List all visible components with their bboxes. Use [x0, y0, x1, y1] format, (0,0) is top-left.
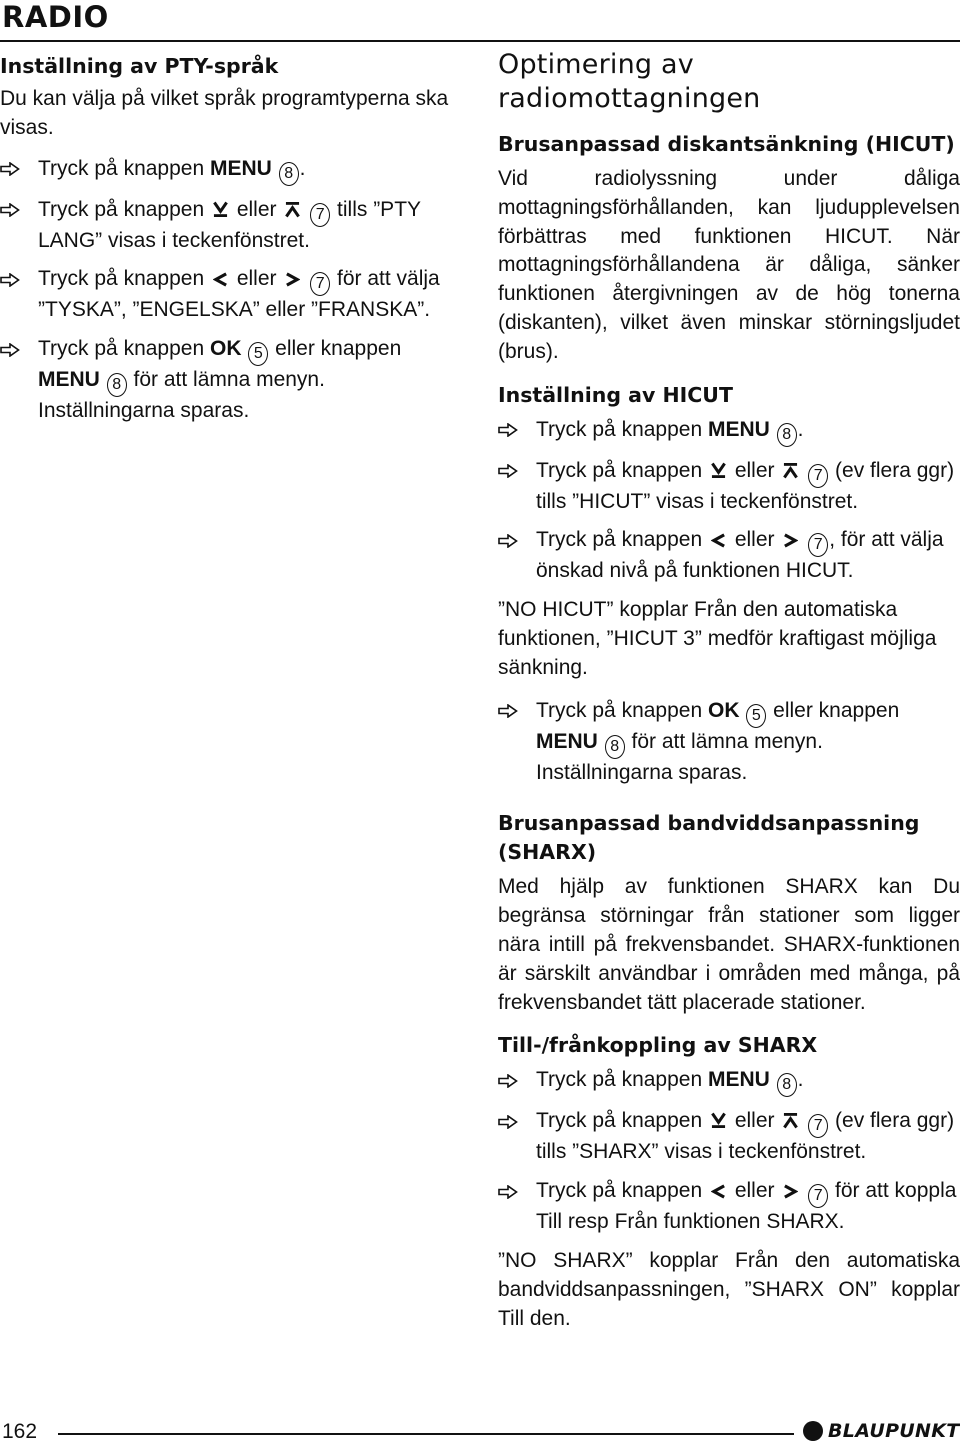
- button-number-badge: 7: [808, 1184, 828, 1208]
- button-number-badge: 7: [808, 464, 828, 488]
- left-button-icon: [711, 533, 726, 548]
- button-number-badge: 8: [777, 1073, 797, 1097]
- step-item: Tryck på knappen OK 5 eller knappen MENU 8 för att lämna menyn. Inställningarna sparas.: [0, 335, 466, 426]
- right-column: [498, 48, 960, 1347]
- right-button-icon: [285, 272, 300, 287]
- sharx-note: ”NO SHARX” kopplar Från den automatiska bandviddsanpassningen, ”SHARX ON” kopplar Till den.: [498, 1248, 960, 1330]
- arrow-bullet-icon: [498, 526, 518, 555]
- button-number-badge: 7: [310, 203, 330, 227]
- pty-language-intro: Du kan välja på vilket språk programtyperna ska visas.: [0, 87, 449, 139]
- button-number-badge: 5: [248, 342, 268, 366]
- left-button-icon: [711, 1184, 726, 1199]
- arrow-bullet-icon: [0, 196, 20, 225]
- arrow-bullet-icon: [498, 697, 518, 726]
- hicut-heading: Brusanpassad diskantsänkning (HICUT): [498, 132, 955, 156]
- ok-key-label: OK: [707, 698, 740, 722]
- arrow-bullet-icon: [0, 265, 20, 294]
- step-item: Tryck på knappen MENU 8 .: [0, 155, 466, 186]
- arrow-bullet-icon: [498, 1107, 518, 1136]
- menu-key-label: MENU: [536, 729, 598, 753]
- menu-key-label: MENU: [209, 156, 272, 180]
- left-button-icon: [213, 272, 228, 287]
- down-button-icon: [213, 201, 228, 218]
- step-item: Tryck på knappen eller 7 för att välja ”TYSKA”, ”ENGELSKA” eller ”FRANSKA”.: [0, 265, 466, 325]
- menu-key-label: MENU: [707, 1068, 770, 1092]
- sharx-heading: Brusanpassad bandviddsanpassning (SHARX): [498, 811, 920, 865]
- step-item: Tryck på knappen MENU 8 .: [498, 416, 960, 447]
- up-button-icon: [783, 1112, 798, 1129]
- up-button-icon: [285, 201, 300, 218]
- brand-dot-icon: [803, 1421, 823, 1441]
- arrow-bullet-icon: [0, 155, 20, 184]
- button-number-badge: 8: [605, 735, 625, 759]
- step-item: Tryck på knappen eller 7 , för att välja önskad nivå på funktionen HICUT.: [498, 526, 960, 586]
- section-title: Optimering av radiomottagningen: [498, 49, 761, 114]
- brand-name: BLAUPUNKT: [828, 1420, 960, 1442]
- down-button-icon: [711, 462, 726, 479]
- menu-key-label: MENU: [707, 417, 770, 441]
- arrow-bullet-icon: [498, 416, 518, 445]
- sharx-intro: Med hjälp av funktionen SHARX kan Du begränsa störningar från stationer som ligger nära intill på frekvensbandet. SHARX-funktionen är särskilt användbar i områden med många, på frekvensbandet tätt placerade stationer.: [498, 875, 960, 1014]
- step-item: Tryck på knappen eller 7 för att koppla Till resp Från funktionen SHARX.: [498, 1177, 960, 1237]
- sharx-toggle-heading: Till-/frånkoppling av SHARX: [498, 1033, 818, 1058]
- hicut-intro: Vid radiolyssning under dåliga mottagningsförhållanden, kan ljudupplevelsen förbättras med funktionen HICUT. När mottagningsförhållandena är dåliga, sänker funktionen återgivningen av de hög tonerna (diskanten), vilket även minskar störningsljudet (brus).: [498, 167, 960, 363]
- arrow-bullet-icon: [498, 1177, 518, 1206]
- arrow-bullet-icon: [498, 1066, 518, 1095]
- right-button-icon: [783, 1184, 798, 1199]
- page-header: [0, 0, 960, 42]
- right-button-icon: [783, 533, 798, 548]
- step-item: Tryck på knappen eller 7 tills ”PTY LANG” visas i teckenfönstret.: [0, 196, 466, 256]
- page-title: RADIO: [2, 0, 109, 34]
- button-number-badge: 7: [310, 272, 330, 296]
- button-number-badge: 8: [279, 162, 299, 186]
- step-item: Tryck på knappen eller 7 (ev flera ggr) tills ”SHARX” visas i teckenfönstret.: [498, 1107, 960, 1167]
- ok-key-label: OK: [209, 337, 242, 361]
- step-item: Tryck på knappen OK 5 eller knappen MENU 8 för att lämna menyn. Inställningarna sparas.: [498, 697, 960, 788]
- button-number-badge: 8: [777, 423, 797, 447]
- hicut-settings-heading: Inställning av HICUT: [498, 382, 733, 407]
- page-number: 162: [2, 1420, 38, 1443]
- arrow-bullet-icon: [0, 335, 20, 364]
- arrow-bullet-icon: [498, 457, 518, 486]
- menu-key-label: MENU: [38, 368, 100, 392]
- step-item: Tryck på knappen MENU 8 .: [498, 1066, 960, 1097]
- down-button-icon: [711, 1112, 726, 1129]
- left-column: [0, 52, 466, 436]
- button-number-badge: 8: [107, 373, 127, 397]
- hicut-note: ”NO HICUT” kopplar Från den automatiska funktionen, ”HICUT 3” medför kraftigast möjliga sänkning.: [498, 598, 937, 679]
- brand-logo: [803, 1420, 960, 1442]
- pty-language-heading: Inställning av PTY-språk: [0, 54, 279, 78]
- step-item: Tryck på knappen eller 7 (ev flera ggr) tills ”HICUT” visas i teckenfönstret.: [498, 457, 960, 517]
- button-number-badge: 5: [746, 704, 766, 728]
- button-number-badge: 7: [808, 533, 828, 557]
- footer-divider: [58, 1433, 794, 1435]
- up-button-icon: [783, 462, 798, 479]
- button-number-badge: 7: [808, 1114, 828, 1138]
